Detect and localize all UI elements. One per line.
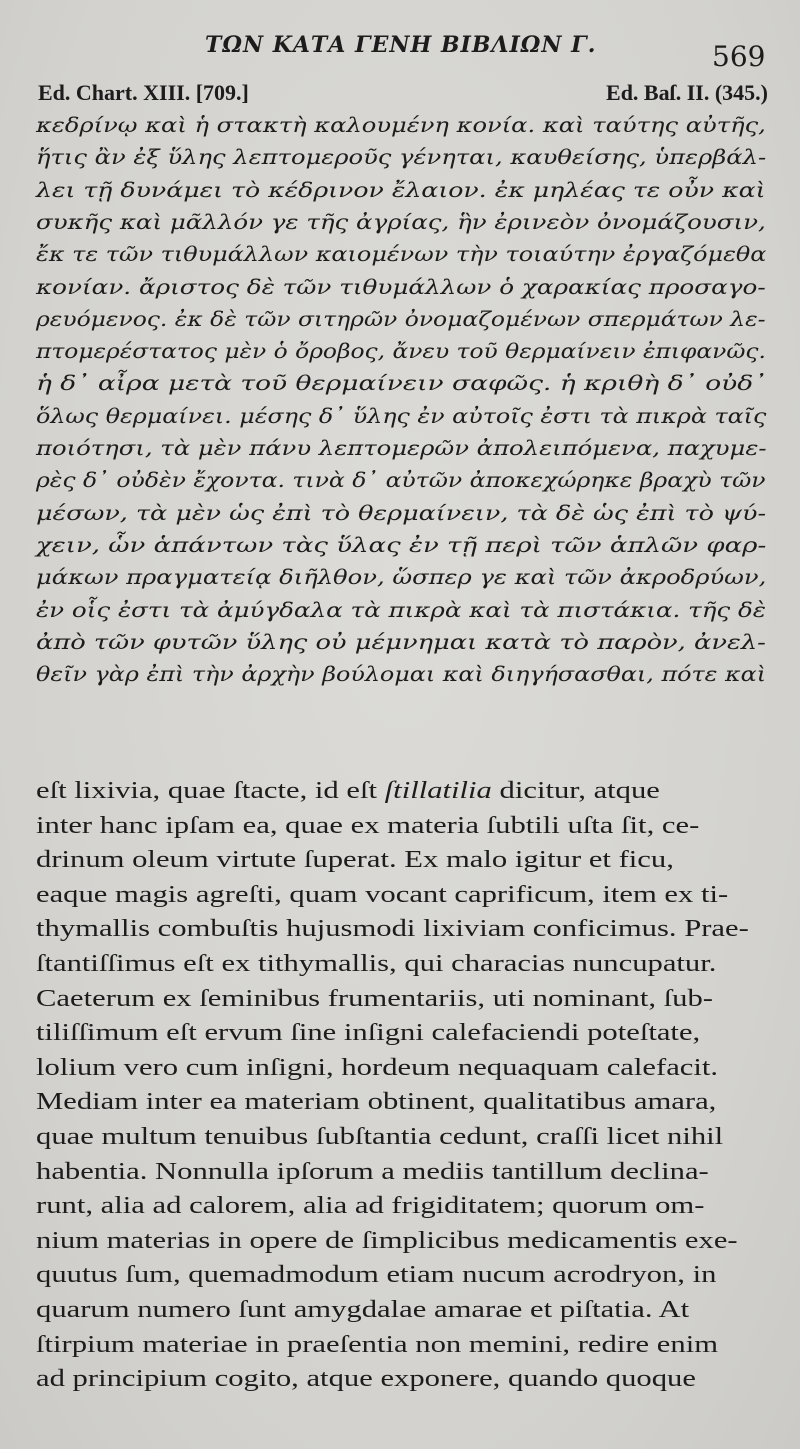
greek-text-line: ρευόμενος. ἐκ δὲ τῶν σιτηρῶν ὀνομαζομένων σπερμάτων λε- [36,306,766,331]
greek-text-line: κονίαν. ἄριστος δὲ τῶν τιθυμάλλων ὁ χαρακίας προσαγο- [36,274,766,299]
latin-text-line [36,1363,696,1395]
latin-text-segment: eſt lixivia, quae ſtacte, id eſt [36,777,385,804]
latin-text-segment: lolium vero cum inſigni, hordeum nequaquam calefacit. [36,1053,719,1081]
latin-text-segment: dicitur, atque [491,777,660,804]
latin-text-segment: ad principium cogito, atque exponere, quando quoque [36,1365,696,1393]
latin-text-line [36,1017,700,1049]
latin-text-segment: ſtantiſſimus eſt ex tithymallis, qui characias nuncupatur. [36,950,717,977]
greek-text-line: κεδρίνῳ καὶ ἡ στακτὴ καλουμένη κονία. καὶ ταύτης αὐτῆς, [36,113,766,137]
latin-text-line [36,1156,709,1188]
latin-text-line [36,1294,689,1326]
greek-text-line: συκῆς καὶ μᾶλλόν γε τῆς ἀγρίας, ἣν ἐρινεὸν ὀνομάζουσιν, [36,209,766,234]
latin-text-segment: quarum numero ſunt amygdalae amarae et piſtatia. At [36,1296,690,1323]
latin-text-segment: quae multum tenuibus ſubſtantia cedunt, craſſi licet nihil [36,1123,724,1150]
latin-text-segment: Caeterum ex ſeminibus frumentariis, uti nominant, ſub- [36,984,714,1012]
latin-text-segment: drinum oleum virtute ſuperat. Ex malo igitur et ficu, [36,846,674,874]
latin-text-line [36,1121,723,1153]
greek-text-line: ἀπὸ τῶν φυτῶν ὕλης οὐ μέμνημαι κατὰ τὸ παρὸν, ἀνελ- [36,629,766,654]
running-head [0,26,800,73]
greek-text-line: μέσων, τὰ μὲν ὡς ἐπὶ τὸ θερμαίνειν, τὰ δὲ ὡς ἐπὶ τὸ ψύ- [36,500,767,525]
latin-text-line [36,775,660,807]
latin-text-line [36,810,699,842]
latin-text-segment: tiliſſimum eſt ervum ſine inſigni calefaciendi poteſtate, [36,1019,701,1047]
latin-text-line [36,1329,718,1361]
greek-text-line: ἐν οἷς ἐστι τὰ ἀμύγδαλα τὰ πικρὰ καὶ τὰ πιστάκια. τῆς δὲ [36,597,766,622]
greek-text-line: ἥτις ἂν ἐξ ὕλης λεπτομεροῦς γένηται, καυθείσης, ὑπερβάλ- [36,145,767,170]
page-number: 569 [712,40,766,73]
edition-chartier-reference: Ed. Chart. XIII. [709.] [38,80,249,105]
latin-text-line [36,879,728,911]
greek-text-line: ὅλως θερμαίνει. μέσης δ᾽ ὕλης ἐν αὐτοῖς ἐστι τὰ πικρὰ ταῖς [36,403,767,428]
edition-basel-reference: Ed. Baſ. II. (345.) [606,80,768,105]
latin-text-line [36,913,749,945]
greek-text-line: ἔκ τε τῶν τιθυμάλλων καιομένων τὴν τοιαύτην ἐργαζόμεθα [36,242,767,267]
latin-text-segment: habentia. Nonnulla ipſorum a mediis tantillum declina- [36,1157,709,1185]
greek-text-line: ρὲς δ᾽ οὐδὲν ἔχοντα. τινὰ δ᾽ αὐτῶν ἀποκεχώρηκε βραχὺ τῶν [36,468,766,493]
latin-text-segment: inter hanc ipſam ea, quae ex materia ſubtili uſta ſit, ce- [36,811,700,839]
greek-text-line: μάκων πραγματείᾳ διῆλθον, ὥσπερ γε καὶ τῶν ἀκροδρύων, [36,565,767,590]
latin-text-line [36,948,716,980]
italic-term: ſtillatilia [384,777,492,804]
latin-text-segment: eaque magis agreſti, quam vocant caprificum, item ex ti- [36,880,729,908]
greek-text-line: θεῖν γὰρ ἐπὶ τὴν ἀρχὴν βούλομαι καὶ διηγήσασθαι, πότε καὶ [36,662,767,687]
latin-text-segment: thymallis combuſtis hujusmodi lixiviam conficimus. Prae- [36,915,749,943]
latin-text-line [36,1190,704,1222]
edition-references [38,80,768,108]
latin-text-segment: quutus ſum, quemadmodum etiam nucum acrodryon, in [36,1261,717,1289]
latin-text-line [36,983,713,1015]
running-title: ΤΩΝ ΚΑΤΑ ΓΕΝΗ ΒΙΒΛΙΩΝ Γ. [205,32,597,58]
latin-text-line [36,844,674,876]
greek-text-line: ποιότησι, τὰ μὲν πάνυ λεπτομερῶν ἀπολειπόμενα, παχυμε- [36,436,767,460]
greek-text-line: λει τῇ δυνάμει τὸ κέδρινον ἔλαιον. ἐκ μηλέας τε οὖν καὶ [36,177,766,202]
latin-text-segment: nium materias in opere de ſimplicibus medicamentis exe- [36,1226,738,1254]
latin-text-line [36,1225,738,1257]
greek-text-line: πτομερέστατος μὲν ὁ ὄροβος, ἄνευ τοῦ θερμαίνειν ἐπιφανῶς. [36,339,766,364]
latin-text-line [36,1259,716,1291]
latin-text-line [36,1086,716,1118]
latin-text-segment: ſtirpium materiae in praeſentia non memini, redire enim [36,1330,719,1358]
latin-text-line [36,1052,718,1084]
latin-text-segment: runt, alia ad calorem, alia ad frigiditatem; quorum om- [36,1192,705,1220]
greek-text-line: ἡ δ᾽ αἶρα μετὰ τοῦ θερμαίνειν σαφῶς. ἡ κριθὴ δ᾽ οὐδ᾽ [36,371,767,396]
latin-text-segment: Mediam inter ea materiam obtinent, qualitatibus amara, [36,1088,717,1116]
greek-text-line: χειν, ὧν ἁπάντων τὰς ὕλας ἐν τῇ περὶ τῶν ἁπλῶν φαρ- [36,532,767,557]
